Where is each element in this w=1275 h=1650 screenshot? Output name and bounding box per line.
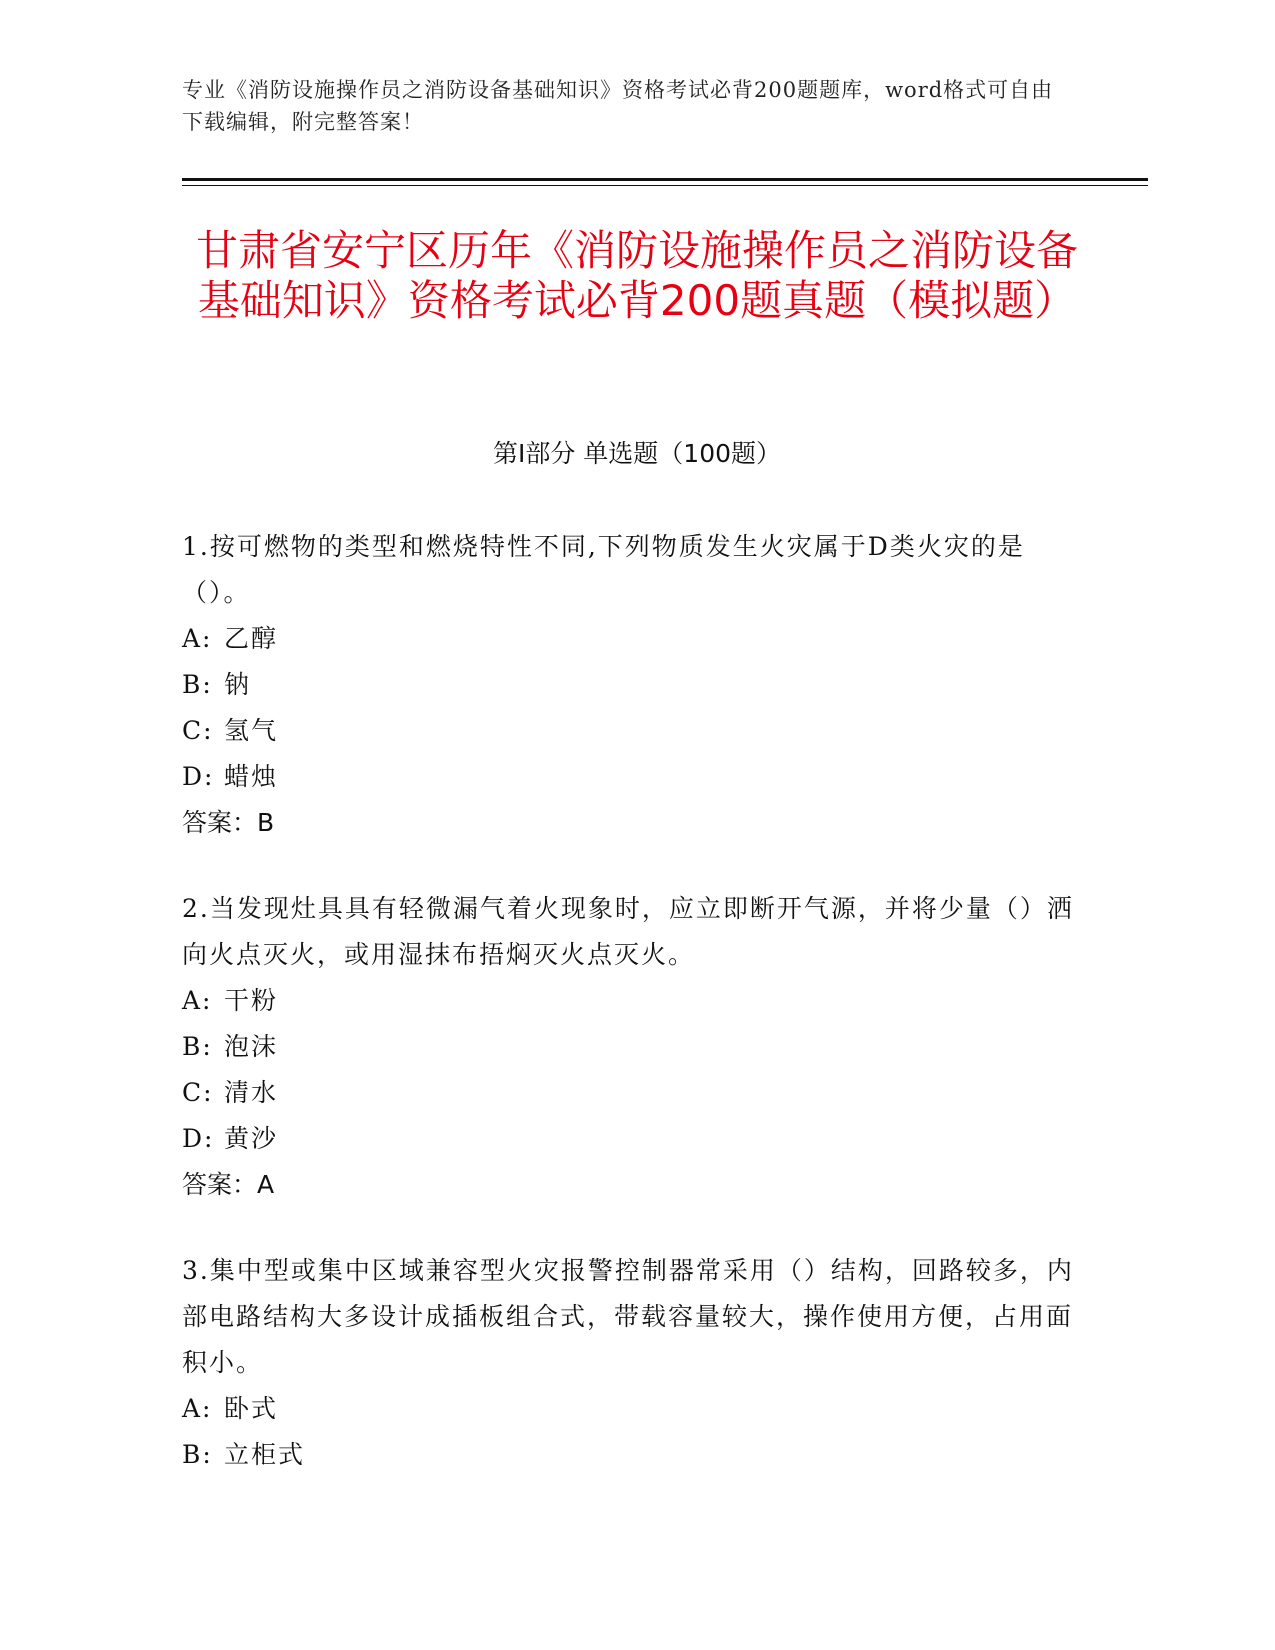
option-key: B: bbox=[182, 1032, 213, 1061]
option-text: 黄沙 bbox=[224, 1124, 279, 1153]
header-note: 专业《消防设施操作员之消防设备基础知识》资格考试必背200题题库，word格式可自由下载编辑，附完整答案！ bbox=[182, 78, 1054, 134]
question-list bbox=[182, 524, 1082, 1518]
question-stem: 1.按可燃物的类型和燃烧特性不同,下列物质发生火灾属于D类火灾的是（）。 bbox=[182, 532, 1025, 607]
option-c bbox=[182, 708, 1082, 754]
option-a bbox=[182, 1386, 1082, 1432]
option-key: B: bbox=[182, 670, 213, 699]
document-title: 甘肃省安宁区历年《消防设施操作员之消防设备基础知识》资格考试必背200题真题（模拟题） bbox=[195, 226, 1078, 325]
answer: 答案：A bbox=[182, 1170, 275, 1199]
option-text: 泡沫 bbox=[224, 1032, 279, 1061]
option-b bbox=[182, 1024, 1082, 1070]
option-a bbox=[182, 978, 1082, 1024]
answer: 答案：B bbox=[182, 808, 275, 837]
option-d bbox=[182, 1116, 1082, 1162]
option-key: C: bbox=[182, 716, 214, 745]
option-key: A: bbox=[182, 1394, 213, 1423]
option-text: 干粉 bbox=[224, 986, 279, 1015]
option-key: C: bbox=[182, 1078, 214, 1107]
header-rule-thin bbox=[182, 185, 1148, 186]
section-title: 第I部分 单选题（100题） bbox=[492, 439, 782, 468]
option-key: D: bbox=[182, 1124, 215, 1153]
option-text: 立柜式 bbox=[224, 1440, 306, 1469]
question-stem: 3.集中型或集中区域兼容型火灾报警控制器常采用（）结构，回路较多，内部电路结构大多设计成插板组合式，带载容量较大，操作使用方便，占用面积小。 bbox=[182, 1256, 1074, 1377]
option-text: 卧式 bbox=[224, 1394, 279, 1423]
option-text: 蜡烛 bbox=[224, 762, 279, 791]
option-text: 乙醇 bbox=[224, 624, 279, 653]
option-key: A: bbox=[182, 624, 213, 653]
option-d bbox=[182, 754, 1082, 800]
option-text: 氢气 bbox=[224, 716, 279, 745]
option-text: 钠 bbox=[224, 670, 252, 699]
question-2 bbox=[182, 886, 1082, 1208]
option-b bbox=[182, 1432, 1082, 1478]
option-key: D: bbox=[182, 762, 215, 791]
option-text: 清水 bbox=[224, 1078, 279, 1107]
question-1 bbox=[182, 524, 1082, 846]
option-a bbox=[182, 616, 1082, 662]
header-rule-thick bbox=[182, 178, 1148, 181]
question-3 bbox=[182, 1248, 1082, 1478]
option-key: A: bbox=[182, 986, 213, 1015]
option-key: B: bbox=[182, 1440, 213, 1469]
option-b bbox=[182, 662, 1082, 708]
option-c bbox=[182, 1070, 1082, 1116]
question-stem: 2.当发现灶具具有轻微漏气着火现象时，应立即断开气源，并将少量（）洒向火点灭火，或用湿抹布捂焖灭火点灭火。 bbox=[182, 894, 1074, 969]
